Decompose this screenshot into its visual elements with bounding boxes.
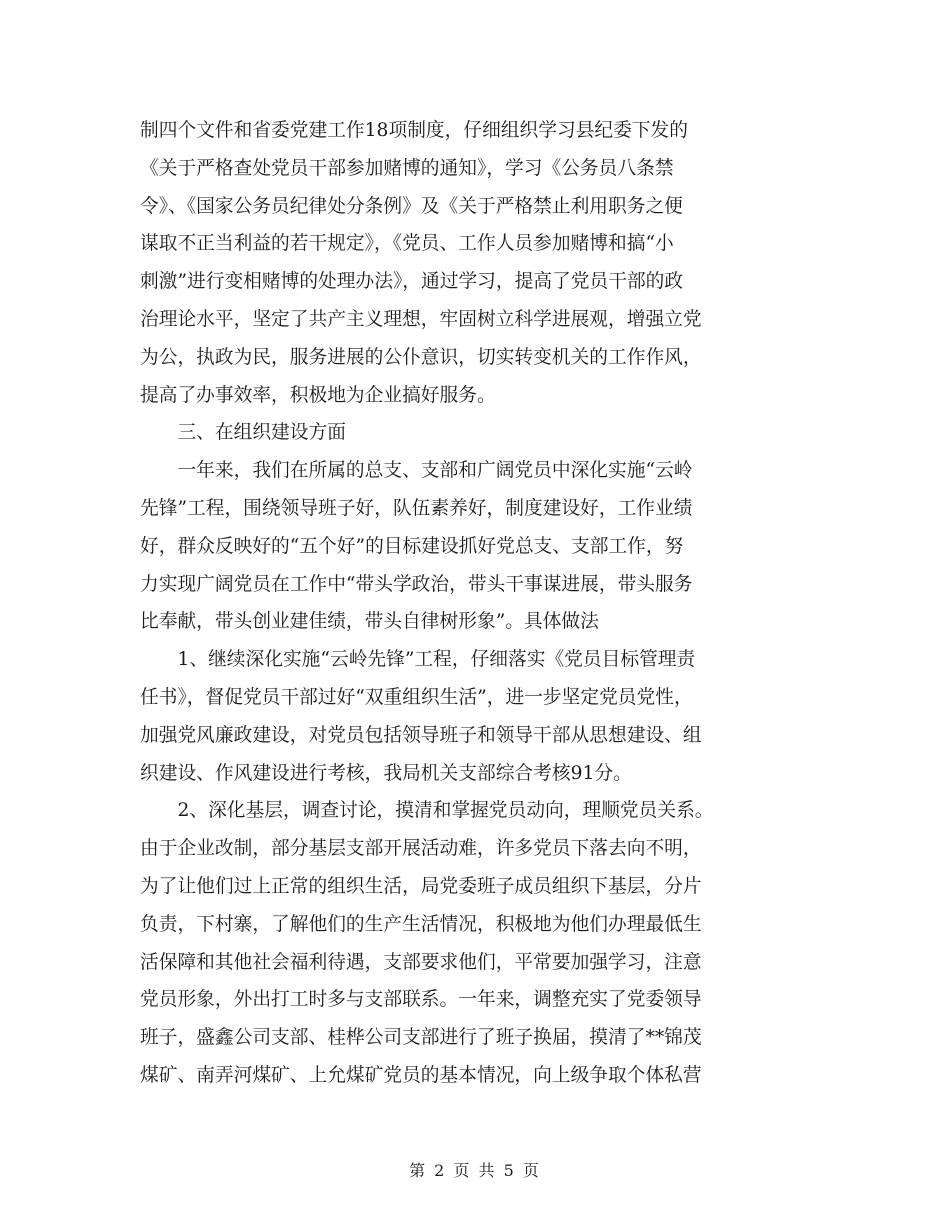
- text-line: 好，群众反映好的“五个好”的目标建设抓好党总支、支部工作，努: [140, 534, 684, 557]
- text-line: 刺激”进行变相赌博的处理办法》，通过学习，提高了党员干部的政: [140, 270, 684, 293]
- text-line: 加强党风廉政建设，对党员包括领导班子和领导干部从思想建设、组: [140, 723, 702, 746]
- text-line: 1、继续深化实施“云岭先锋”工程，仔细落实《党员目标管理责: [140, 648, 696, 671]
- text-line: 织建设、作风建设进行考核，我局机关支部综合考核91分。: [140, 761, 632, 784]
- text-line: 《关于严格查处党员干部参加赌博的通知》，学习《公务员八条禁: [140, 156, 674, 179]
- text-line: 为了让他们过上正常的组织生活，局党委班子成员组织下基层，分片: [140, 874, 702, 897]
- document-body: [140, 112, 820, 1095]
- text-line: 谋取不正当利益的若干规定》，《党员、工作人员参加赌博和搞“小: [140, 232, 674, 255]
- text-line: 煤矿、南弄河煤矿、上允煤矿党员的基本情况，向上级争取个体私营: [140, 1063, 702, 1086]
- page-footer: 第 2 页 共 5 页: [409, 1161, 541, 1180]
- text-line: 令》、《国家公务员纪律处分条例》及《关于严格禁止利用职务之便: [140, 194, 683, 217]
- text-line: 2、深化基层，调查讨论，摸清和掌握党员动向，理顺党员关系。: [140, 799, 714, 822]
- text-line: 党员形象，外出打工时多与支部联系。一年来，调整充实了党委领导: [140, 988, 702, 1011]
- text-line: 活保障和其他社会福利待遇，支部要求他们，平常要加强学习，注意: [140, 950, 702, 973]
- text-line: 为公，执政为民，服务进展的公仆意识，切实转变机关的工作作风，: [140, 345, 702, 368]
- text-line: 先锋”工程，围绕领导班子好，队伍素养好，制度建设好，工作业绩: [140, 496, 693, 519]
- text-line: 制四个文件和省委党建工作18项制度，仔细组织学习县纪委下发的: [140, 119, 689, 141]
- text-line: 比奉献，带头创业建佳绩，带头自律树形象”。具体做法: [140, 610, 599, 633]
- text-line: 一年来，我们在所属的总支、支部和广阔党员中深化实施“云岭: [140, 459, 693, 482]
- text-line: 治理论水平，坚定了共产主义理想，牢固树立科学进展观，增强立党: [140, 307, 702, 330]
- text-line: 负责，下村寨，了解他们的生产生活情况，积极地为他们办理最低生: [140, 912, 702, 935]
- text-line: 班子，盛鑫公司支部、桂桦公司支部进行了班子换届，摸清了**锦茂: [140, 1026, 702, 1049]
- text-line: 任书》，督促党员干部过好“双重组织生活”，进一步坚定党员党性，: [140, 685, 693, 708]
- text-line: 由于企业改制，部分基层支部开展活动难，许多党员下落去向不明，: [140, 837, 702, 860]
- text-line: 力实现广阔党员在工作中“带头学政治，带头干事谋进展，带头服务: [140, 572, 693, 595]
- text-line: 提高了办事效率，积极地为企业搞好服务。: [140, 383, 496, 406]
- text-line: 三、在组织建设方面: [140, 421, 346, 444]
